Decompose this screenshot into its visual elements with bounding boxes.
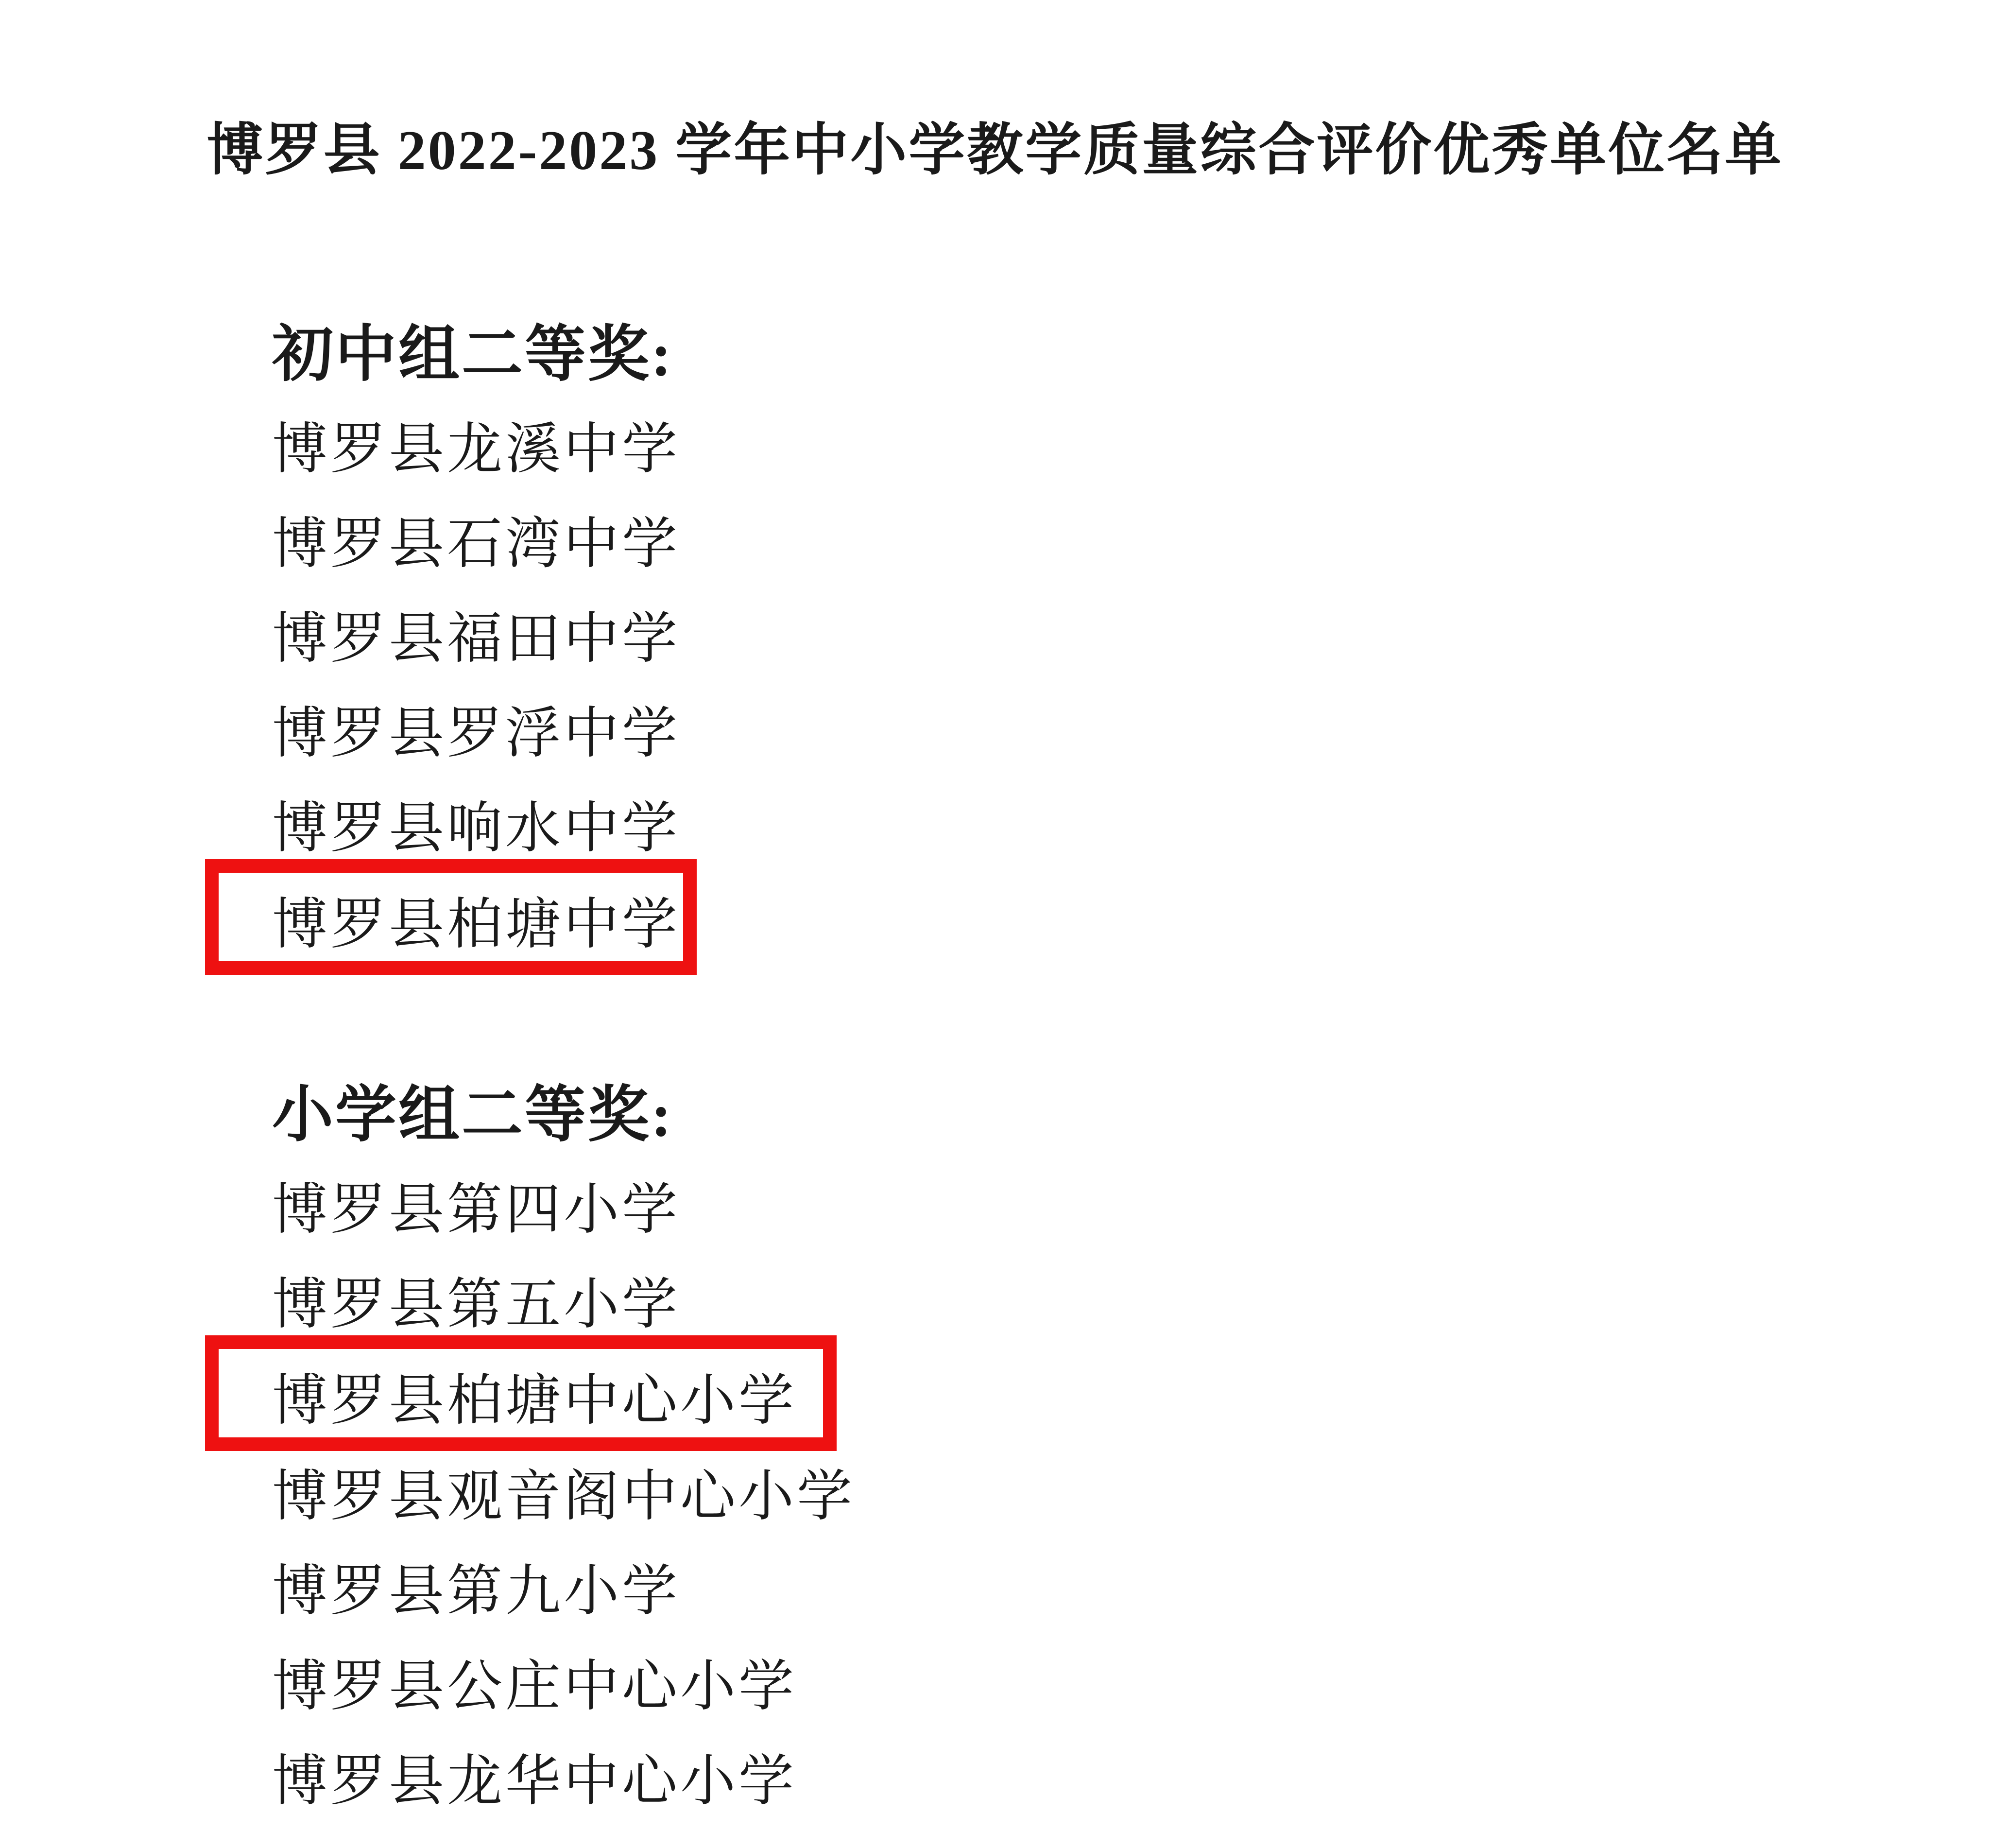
list-item-highlighted: 博罗县柏塘中学 <box>272 894 681 955</box>
list-item: 博罗县福田中学 <box>272 608 681 670</box>
list-item: 博罗县第九小学 <box>272 1560 681 1622</box>
list-item-highlighted: 博罗县柏塘中心小学 <box>272 1370 797 1432</box>
list-item: 博罗县龙华中心小学 <box>272 1750 797 1812</box>
list-item: 博罗县第五小学 <box>272 1274 681 1335</box>
list-item: 博罗县公庄中心小学 <box>272 1656 797 1717</box>
list-item: 博罗县龙溪中学 <box>272 418 681 480</box>
list-item: 博罗县响水中学 <box>272 797 681 859</box>
highlight-box-primary-school <box>205 1335 837 1451</box>
section-heading-primary-school: 小学组二等奖: <box>272 1082 673 1149</box>
section-heading-middle-school: 初中组二等奖: <box>272 321 673 389</box>
list-item: 博罗县观音阁中心小学 <box>272 1466 856 1527</box>
page-title: 博罗县 2022-2023 学年中小学教学质量综合评价优秀单位名单 <box>206 120 1784 182</box>
list-item: 博罗县罗浮中学 <box>272 703 681 764</box>
list-item: 博罗县第四小学 <box>272 1179 681 1241</box>
highlight-box-middle-school <box>205 859 697 975</box>
list-item: 博罗县石湾中学 <box>272 513 681 575</box>
